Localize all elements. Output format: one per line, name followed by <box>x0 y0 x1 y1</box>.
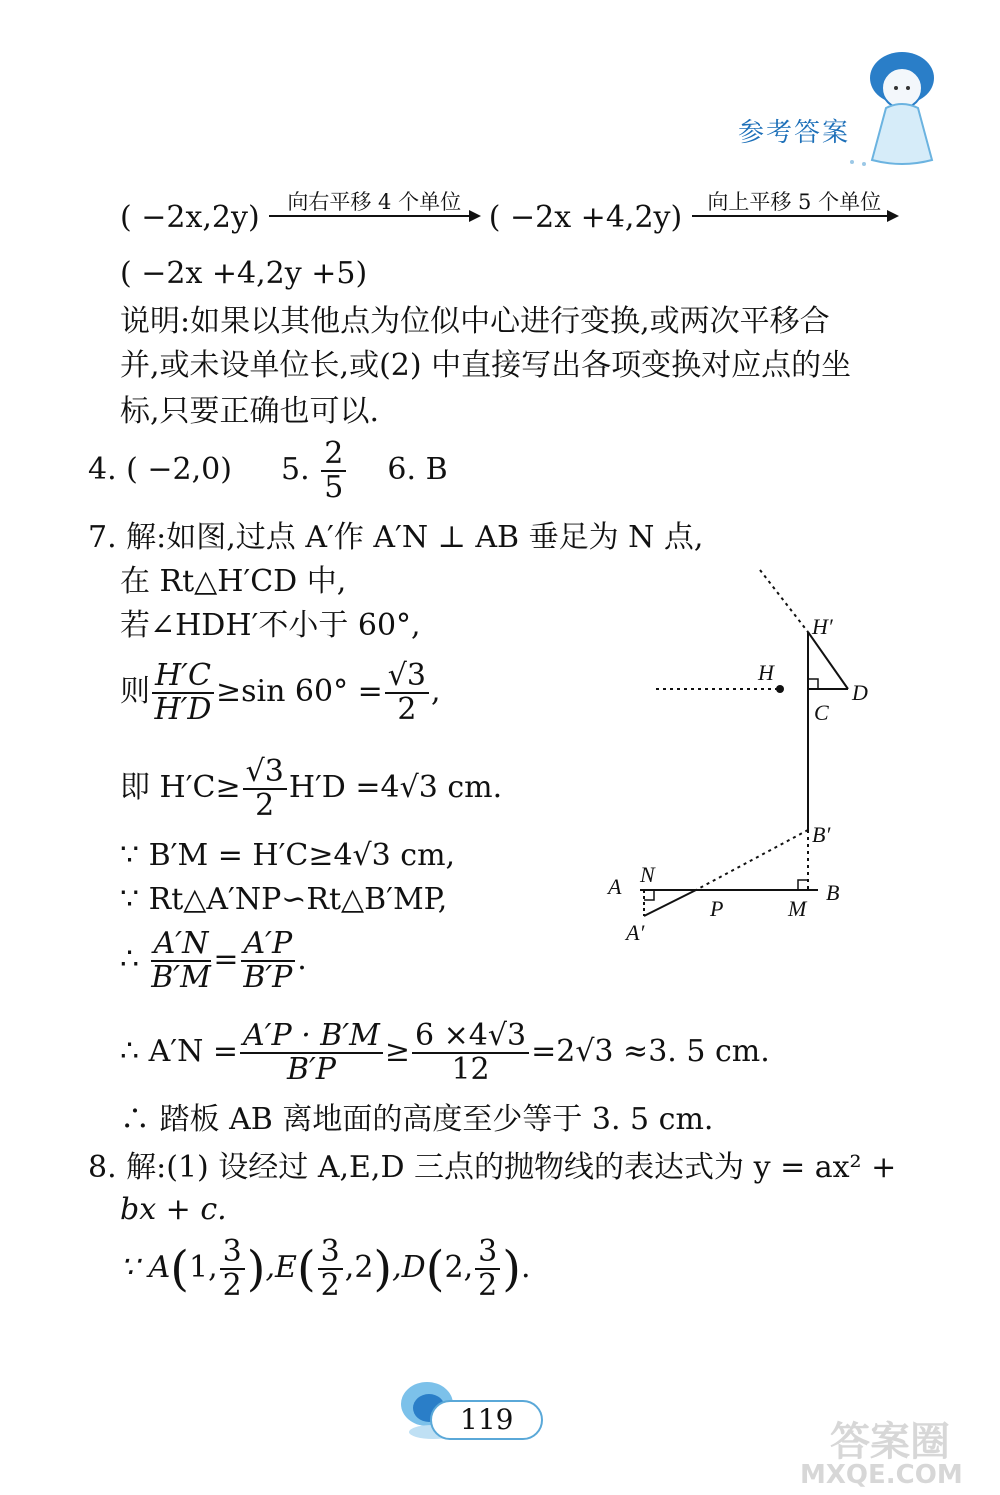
q8-line-1: 8. 解:(1) 设经过 A,E,D 三点的抛物线的表达式为 y = ax² + <box>88 1150 897 1185</box>
label-ap: A′ <box>626 920 645 945</box>
frac-num: A′P · B′M <box>240 1020 383 1054</box>
point-h <box>776 685 784 693</box>
label-bp: B′ <box>812 822 831 847</box>
step-mid: ( −2x +4,2y) <box>488 200 683 235</box>
label-h: H <box>758 660 774 685</box>
dotted-sight-line <box>760 570 808 632</box>
frac-num: 2 <box>321 438 346 472</box>
note-line-2: 并,或未设单位长,或(2) 中直接写出各项变换对应点的坐 <box>120 348 852 383</box>
paren-open: ( <box>296 1241 316 1297</box>
a-y-frac <box>220 1236 245 1302</box>
frac-num: A′P <box>241 928 296 962</box>
q7-l4-frac <box>152 660 214 726</box>
d-x: 2 <box>444 1250 464 1285</box>
header-illustration <box>840 40 990 170</box>
answer-4: 4. ( −2,0) <box>88 452 232 487</box>
q7-l8-pre: ∴ <box>120 942 140 977</box>
q7-line-10: ∴ 踏板 AB 离地面的高度至少等于 3. 5 cm. <box>120 1102 714 1137</box>
arrow1-shaft <box>269 215 479 217</box>
dotted-bpp <box>696 830 808 890</box>
label-c: C <box>814 700 829 725</box>
paren-close: ) <box>246 1241 266 1297</box>
right-angle-n <box>644 890 654 900</box>
q7-line-1: 7. 解:如图,过点 A′作 A′N ⊥ AB 垂足为 N 点, <box>88 520 704 555</box>
q7-l8-post: . <box>297 942 307 977</box>
frac-den: B′M <box>151 960 211 995</box>
q7-line-9 <box>120 1020 770 1086</box>
watermark-logo: 答案圈 <box>830 1419 950 1465</box>
answers-4-5-6 <box>88 438 448 504</box>
frac-num: 3 <box>318 1236 343 1270</box>
note-line-3: 标,只要正确也可以. <box>120 394 380 429</box>
frac-den: H′D <box>154 692 212 727</box>
q7-l4-mid: ≥sin 60° = <box>215 674 383 709</box>
step-left: ( −2x,2y) <box>120 200 260 235</box>
hypotenuse-hpd <box>808 632 848 689</box>
a-x: 1 <box>189 1250 209 1285</box>
q7-line-7: ∵ Rt△A′NP∽Rt△B′MP, <box>120 882 448 917</box>
q8-line-2: bx + c. <box>120 1192 227 1227</box>
e-y: 2 <box>354 1250 374 1285</box>
d-y-frac <box>475 1236 500 1302</box>
frac-den: 2 <box>222 1268 242 1303</box>
q7-line-6: ∵ B′M = H′C≥4√3 cm, <box>120 838 456 873</box>
frac-num: 3 <box>220 1236 245 1270</box>
label-hp: H′ <box>812 614 833 639</box>
frac-den: B′P <box>243 960 293 995</box>
q7-line-3: 若∠HDH′不小于 60°, <box>120 608 421 643</box>
segment-ap-p <box>644 890 696 916</box>
q7-line-8 <box>120 928 307 994</box>
frac-den: 12 <box>451 1052 490 1087</box>
q7-line-4 <box>120 660 441 726</box>
frac-den: 2 <box>255 788 275 823</box>
label-a: A <box>608 874 622 899</box>
page-number: 119 <box>430 1400 543 1440</box>
q8-a-label: ∵ A <box>120 1250 171 1285</box>
right-angle-c <box>808 679 818 689</box>
q7-l9-pre: ∴ A′N = <box>120 1034 239 1069</box>
right-angle-m <box>798 880 808 890</box>
frac-num: √3 <box>243 756 287 790</box>
frac-num: 6 ×4√3 <box>412 1020 529 1054</box>
label-b: B <box>826 880 840 905</box>
q7-l8-frac1 <box>151 928 212 994</box>
label-n: N <box>640 862 655 887</box>
q7-l4-pre: 则 <box>120 674 150 709</box>
paren-open: ( <box>170 1241 190 1297</box>
frac-num: A′N <box>151 928 212 962</box>
frac-num: 3 <box>475 1236 500 1270</box>
q7-l4-rfrac <box>385 660 429 726</box>
paren-open: ( <box>425 1241 445 1297</box>
frac-num: H′C <box>152 660 214 694</box>
q7-line-5 <box>120 756 502 822</box>
step-line <box>120 190 897 238</box>
paren-close: ) <box>373 1241 393 1297</box>
step-result: ( −2x +4,2y +5) <box>120 256 368 291</box>
frac-den: 5 <box>324 470 344 505</box>
answer-5-fraction <box>321 438 346 504</box>
header-title: 参考答案 <box>738 118 851 148</box>
answer-6: 6. B <box>387 452 448 487</box>
q7-line-2: 在 Rt△H′CD 中, <box>120 564 347 599</box>
q7-l5-post: H′D =4√3 cm. <box>288 770 503 805</box>
q7-l8-frac2 <box>241 928 296 994</box>
answer-5-label: 5. <box>281 452 310 487</box>
arrow1-label: 向右平移 4 个单位 <box>287 190 462 214</box>
q7-l5-frac <box>243 756 287 822</box>
e-x-frac <box>318 1236 343 1302</box>
frac-den: 2 <box>397 692 417 727</box>
q7-l9-frac2 <box>412 1020 529 1086</box>
q7-l8-eq: = <box>213 942 239 977</box>
label-p: P <box>710 896 724 921</box>
q8-d-label: ,D <box>392 1250 426 1285</box>
arrow2-label: 向上平移 5 个单位 <box>707 190 882 214</box>
arrow2-shaft <box>692 215 897 217</box>
frac-den: 2 <box>320 1268 340 1303</box>
frac-num: √3 <box>385 660 429 694</box>
geometry-figure <box>600 560 900 960</box>
label-d: D <box>852 680 868 705</box>
q7-l9-mid: ≥ <box>384 1034 411 1069</box>
note-line-1: 说明:如果以其他点为位似中心进行变换,或两次平移合 <box>120 304 830 339</box>
arrow-right-shift <box>269 189 479 217</box>
arrow-up-shift <box>692 189 897 217</box>
q7-l5-pre: 即 H′C≥ <box>120 770 241 805</box>
q8-l3-post: . <box>520 1250 531 1285</box>
frac-den: B′P <box>286 1052 336 1087</box>
label-m: M <box>788 896 807 921</box>
paren-close: ) <box>502 1241 521 1297</box>
q7-l4-post: , <box>430 674 441 709</box>
q8-line-3: ∵ A(1, $\frac{3}{2}$ ),E( $\frac{3}{2}$ ,2),D(2, $\frac{3}{2}$ ). <box>120 1234 531 1303</box>
q8-e-label: ,E <box>265 1250 297 1285</box>
q7-l9-post: =2√3 ≈3. 5 cm. <box>531 1034 770 1069</box>
frac-den: 2 <box>478 1268 498 1303</box>
watermark-url: MXQE.COM <box>800 1460 963 1490</box>
q7-l9-frac1 <box>240 1020 383 1086</box>
